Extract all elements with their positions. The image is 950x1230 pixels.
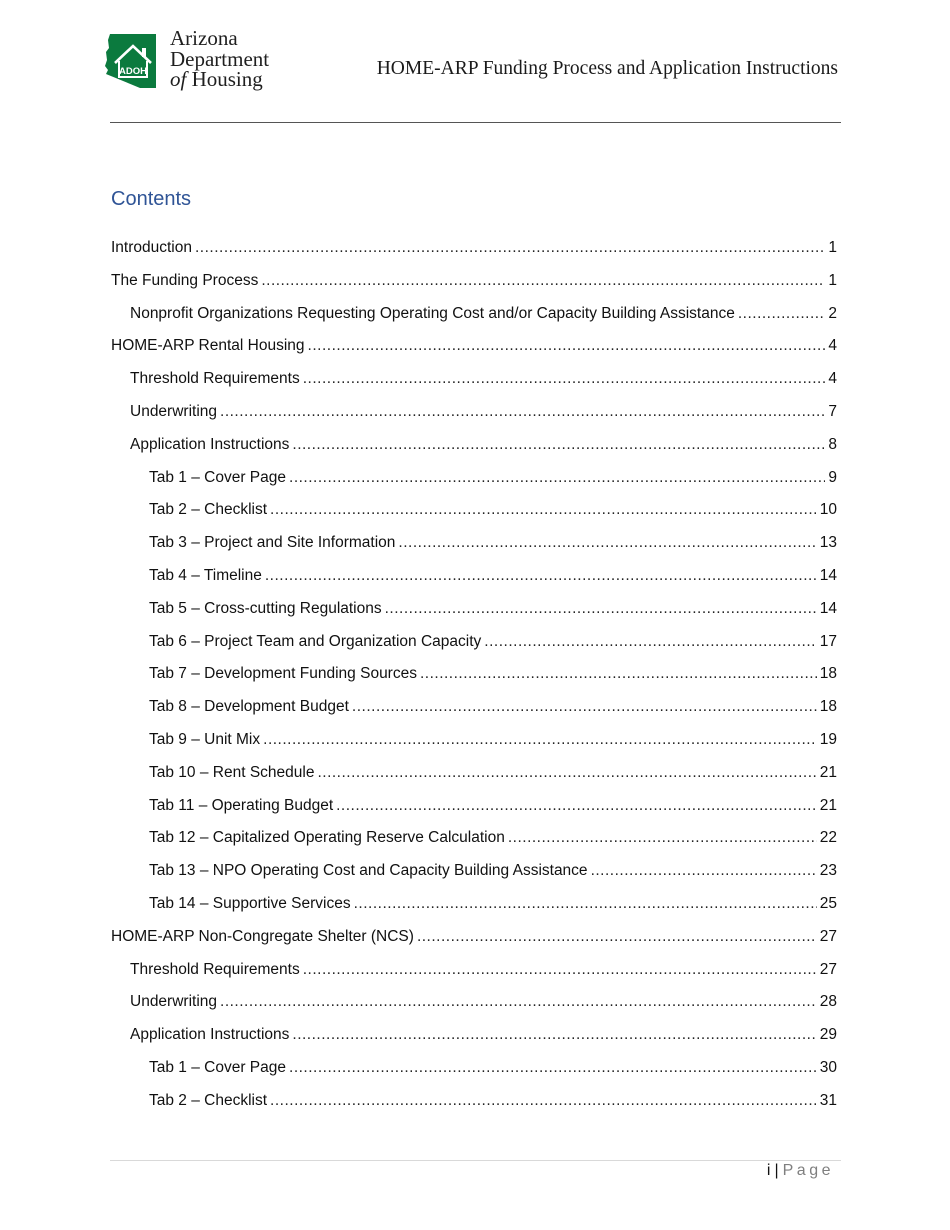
toc-entry[interactable] — [149, 695, 837, 719]
toc-entry-label: Tab 5 – Cross-cutting Regulations — [149, 599, 382, 617]
toc-entry[interactable] — [130, 958, 837, 982]
page-header — [0, 0, 950, 130]
toc-entry-label: Tab 12 – Capitalized Operating Reserve Calculation — [149, 829, 505, 847]
toc-entry-page: 31 — [819, 1091, 837, 1109]
footer-separator: | — [774, 1162, 779, 1179]
toc-entry[interactable] — [149, 597, 837, 621]
toc-entry-label: Nonprofit Organizations Requesting Operating Cost and/or Capacity Building Assistance — [130, 304, 735, 322]
toc-entry-label: Tab 14 – Supportive Services — [149, 895, 351, 912]
toc-dot-leader — [263, 728, 817, 752]
toc-entry[interactable] — [149, 794, 837, 818]
toc-entry-page: 27 — [819, 960, 837, 978]
toc-entry-page: 1 — [828, 271, 837, 289]
toc-entry[interactable] — [111, 334, 837, 358]
toc-entry[interactable] — [111, 269, 837, 293]
toc-entry[interactable] — [111, 925, 837, 949]
toc-entry[interactable] — [130, 367, 837, 391]
toc-entry-label: Tab 1 – Cover Page — [149, 1059, 287, 1076]
toc-entry-page: 23 — [819, 862, 837, 880]
header-divider — [110, 122, 841, 123]
toc-dot-leader — [220, 400, 825, 424]
toc-entry-label: Tab 6 – Project Team and Organization Capacity — [149, 632, 482, 650]
toc-entry-page: 29 — [819, 1026, 837, 1044]
footer-page-word: Page — [782, 1162, 834, 1179]
toc-entry[interactable] — [149, 1056, 837, 1080]
toc-dot-leader — [292, 1023, 816, 1047]
toc-entry-label: Introduction — [111, 239, 192, 256]
toc-entry-page: 18 — [819, 665, 837, 683]
toc-entry[interactable] — [149, 1089, 837, 1113]
toc-dot-leader — [292, 433, 825, 457]
toc-entry-page: 8 — [828, 435, 837, 453]
toc-entry[interactable] — [149, 466, 837, 490]
contents-heading: Contents — [111, 188, 192, 210]
toc-entry[interactable] — [149, 859, 837, 883]
toc-entry-page: 10 — [819, 501, 837, 519]
toc-entry-page: 19 — [819, 731, 837, 748]
toc-dot-leader — [265, 564, 817, 588]
toc-dot-leader — [398, 531, 816, 555]
toc-entry[interactable] — [130, 433, 837, 457]
toc-dot-leader — [261, 269, 825, 293]
logo-line-housing — [170, 69, 269, 90]
toc-entry[interactable] — [130, 302, 837, 326]
toc-entry-page: 28 — [819, 993, 837, 1011]
toc-entry[interactable] — [149, 564, 837, 588]
toc-dot-leader — [354, 892, 817, 916]
toc-entry-page: 22 — [819, 829, 837, 847]
toc-entry-label: Tab 3 – Project and Site Information — [149, 534, 396, 552]
logo-badge-text: ADOH — [119, 66, 147, 77]
toc-entry-page: 25 — [819, 895, 837, 912]
toc-dot-leader — [195, 236, 825, 260]
toc-entry-page: 17 — [819, 632, 837, 650]
toc-dot-leader — [303, 958, 817, 982]
toc-entry-page: 30 — [819, 1059, 837, 1076]
document-title: HOME-ARP Funding Process and Application Instructions — [376, 58, 838, 79]
toc-dot-leader — [270, 1089, 817, 1113]
toc-dot-leader — [385, 597, 817, 621]
toc-entry[interactable] — [130, 400, 837, 424]
toc-entry[interactable] — [130, 990, 837, 1014]
toc-entry-label: Tab 4 – Timeline — [149, 567, 262, 584]
toc-entry-label: Threshold Requirements — [130, 960, 300, 978]
toc-entry-label: Application Instructions — [130, 1026, 290, 1044]
toc-dot-leader — [220, 990, 817, 1014]
toc-entry-page: 4 — [828, 337, 837, 355]
toc-entry-label: Tab 2 – Checklist — [149, 1091, 268, 1109]
toc-entry-page: 14 — [819, 599, 837, 617]
toc-dot-leader — [317, 761, 816, 785]
toc-dot-leader — [303, 367, 826, 391]
toc-dot-leader — [308, 334, 826, 358]
toc-entry-page: 21 — [819, 796, 837, 814]
toc-entry-label: HOME-ARP Non-Congregate Shelter (NCS) — [111, 927, 414, 945]
toc-entry-page: 4 — [828, 370, 837, 388]
toc-dot-leader — [420, 662, 817, 686]
footer-divider — [110, 1160, 841, 1161]
toc-entry-label: The Funding Process — [111, 271, 259, 289]
toc-entry[interactable] — [149, 498, 837, 522]
toc-entry-page: 7 — [828, 403, 837, 420]
toc-dot-leader — [289, 1056, 817, 1080]
toc-entry-label: Underwriting — [130, 993, 218, 1011]
toc-entry[interactable] — [149, 531, 837, 555]
toc-entry-label: Tab 10 – Rent Schedule — [149, 763, 315, 781]
toc-entry-page: 18 — [819, 698, 837, 716]
toc-dot-leader — [336, 794, 817, 818]
toc-entry[interactable] — [149, 826, 837, 850]
toc-entry[interactable] — [149, 892, 837, 916]
toc-dot-leader — [508, 826, 817, 850]
logo-line-housing-word: Housing — [191, 67, 263, 91]
toc-entry-page: 13 — [819, 534, 837, 552]
toc-entry-label: Tab 11 – Operating Budget — [149, 796, 334, 814]
toc-entry[interactable] — [149, 761, 837, 785]
toc-entry-page: 1 — [828, 239, 837, 256]
toc-entry-label: Tab 2 – Checklist — [149, 501, 268, 519]
page-footer — [767, 1162, 834, 1180]
toc-entry-page: 9 — [828, 468, 837, 486]
toc-dot-leader — [417, 925, 817, 949]
toc-entry-label: Tab 13 – NPO Operating Cost and Capacity Building Assistance — [149, 862, 588, 880]
toc-dot-leader — [270, 498, 817, 522]
toc-entry-page: 2 — [828, 304, 837, 322]
toc-entry-label: Application Instructions — [130, 435, 290, 453]
logo-line-arizona: Arizona — [170, 26, 238, 50]
toc-entry-page: 21 — [819, 763, 837, 781]
toc-entry[interactable] — [149, 630, 837, 654]
adoh-logo — [104, 28, 279, 94]
logo-line-department: Department — [170, 46, 270, 71]
toc-entry-label: Tab 1 – Cover Page — [149, 468, 287, 486]
toc-entry-label: Tab 7 – Development Funding Sources — [149, 665, 417, 683]
toc-entry[interactable] — [149, 728, 837, 752]
toc-entry-page: 14 — [819, 567, 837, 584]
toc-dot-leader — [289, 466, 825, 490]
toc-entry[interactable] — [149, 662, 837, 686]
logo-wordmark — [170, 28, 269, 90]
toc-dot-leader — [738, 302, 826, 326]
toc-entry-label: Tab 8 – Development Budget — [149, 698, 349, 716]
toc-entry-label: Threshold Requirements — [130, 370, 300, 388]
logo-line-of: of — [170, 67, 187, 91]
toc-entry[interactable] — [111, 236, 837, 260]
toc-entry-label: HOME-ARP Rental Housing — [111, 337, 305, 355]
toc-dot-leader — [352, 695, 817, 719]
toc-entry[interactable] — [130, 1023, 837, 1047]
toc-entry-label: Underwriting — [130, 403, 218, 420]
toc-entry-label: Tab 9 – Unit Mix — [149, 731, 261, 748]
toc-dot-leader — [591, 859, 817, 883]
footer-page-number: i — [766, 1162, 771, 1179]
arizona-house-logo-icon — [104, 30, 162, 90]
toc-entry-page: 27 — [819, 927, 837, 945]
toc-dot-leader — [484, 630, 816, 654]
